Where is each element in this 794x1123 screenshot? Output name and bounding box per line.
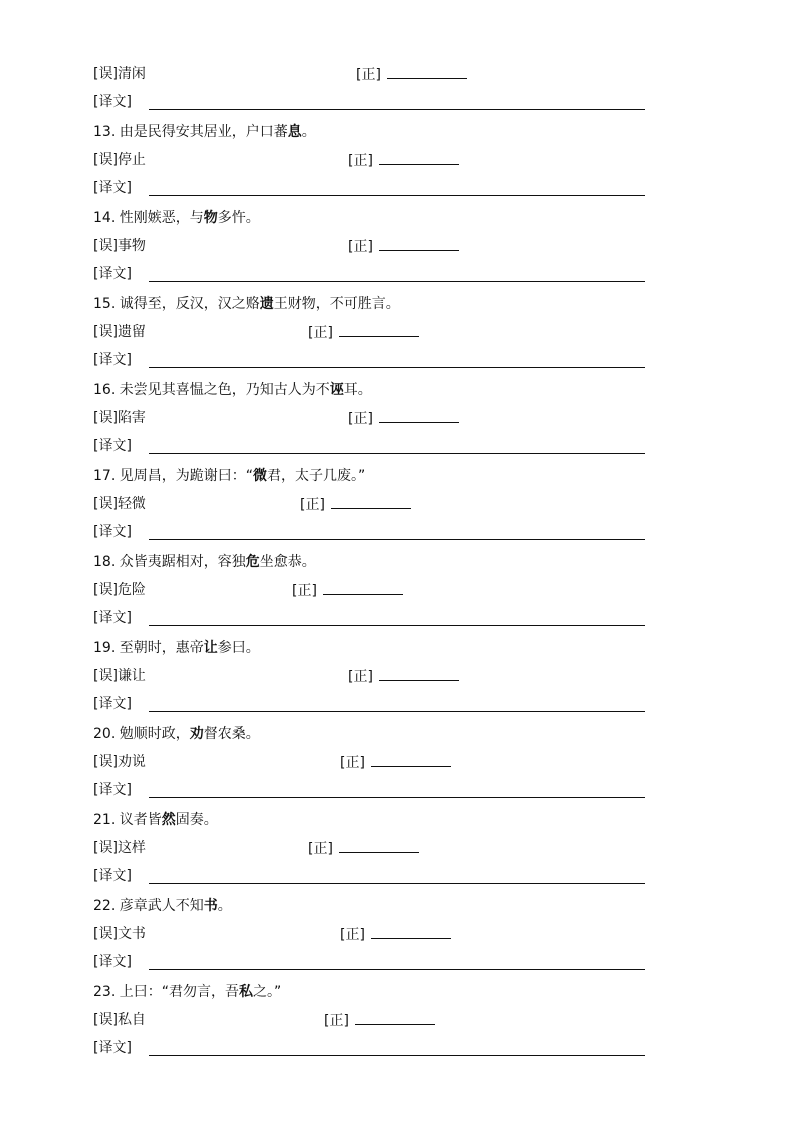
wrong-meaning-row — [93, 494, 146, 514]
correct-label: [正] — [292, 583, 317, 599]
question-number: 22. — [93, 898, 116, 914]
key-character: 书 — [203, 898, 218, 914]
sentence-text: 彦章武人不知 — [119, 898, 204, 914]
correct-label: [正] — [308, 325, 333, 341]
wrong-label: [误] — [93, 496, 118, 512]
sentence-text: 诚得至，反汉，汉之赂 — [119, 296, 260, 312]
translation-line[interactable] — [149, 883, 645, 884]
wrong-meaning-row — [93, 64, 146, 84]
correct-answer-row — [348, 666, 459, 686]
translation-line[interactable] — [149, 109, 645, 110]
sentence-text: 君，太子几废。” — [266, 468, 366, 484]
sentence-text: 见周昌，为跪谢曰：“ — [119, 468, 253, 484]
key-character: 遗 — [259, 296, 274, 312]
wrong-meaning-row — [93, 838, 146, 858]
correct-label: [正] — [340, 927, 365, 943]
wrong-meaning-row — [93, 752, 146, 772]
sentence-text: 多忤。 — [217, 210, 260, 226]
correct-answer-blank[interactable] — [379, 408, 459, 423]
question-sentence — [93, 208, 260, 228]
question-sentence — [93, 466, 365, 486]
question-number: 13. — [93, 124, 116, 140]
translation-line[interactable] — [149, 1055, 645, 1056]
wrong-label: [误] — [93, 238, 118, 254]
sentence-text: 上曰：“君勿言，吾 — [119, 984, 239, 1000]
correct-answer-row — [356, 64, 467, 84]
sentence-text: 。 — [217, 898, 232, 914]
translation-label: [译文] — [93, 266, 132, 282]
question-sentence — [93, 552, 316, 572]
translation-label: [译文] — [93, 94, 132, 110]
correct-label: [正] — [340, 755, 365, 771]
question-sentence — [93, 122, 316, 142]
wrong-meaning: 这样 — [117, 840, 146, 856]
wrong-meaning-row — [93, 666, 146, 686]
key-character: 私 — [238, 984, 253, 1000]
correct-answer-row — [348, 408, 459, 428]
wrong-meaning: 遗留 — [117, 324, 146, 340]
wrong-label: [误] — [93, 410, 118, 426]
wrong-meaning-row — [93, 236, 146, 256]
key-character: 劝 — [189, 726, 204, 742]
correct-label: [正] — [308, 841, 333, 857]
sentence-text: 王财物，不可胜言。 — [273, 296, 400, 312]
translation-line[interactable] — [149, 195, 645, 196]
correct-answer-blank[interactable] — [339, 838, 419, 853]
wrong-meaning: 危险 — [117, 582, 146, 598]
correct-answer-blank[interactable] — [371, 752, 451, 767]
correct-label: [正] — [348, 669, 373, 685]
wrong-label: [误] — [93, 324, 118, 340]
correct-answer-row — [348, 236, 459, 256]
translation-label: [译文] — [93, 696, 132, 712]
correct-label: [正] — [300, 497, 325, 513]
translation-line[interactable] — [149, 625, 645, 626]
correct-label: [正] — [324, 1013, 349, 1029]
key-character: 然 — [161, 812, 176, 828]
question-number: 21. — [93, 812, 116, 828]
wrong-label: [误] — [93, 668, 118, 684]
translation-label: [译文] — [93, 610, 132, 626]
correct-answer-blank[interactable] — [323, 580, 403, 595]
sentence-text: 固奏。 — [175, 812, 218, 828]
wrong-meaning-row — [93, 580, 146, 600]
wrong-meaning-row — [93, 322, 146, 342]
translation-label: [译文] — [93, 180, 132, 196]
correct-answer-row — [292, 580, 403, 600]
sentence-text: 至朝时，惠帝 — [119, 640, 204, 656]
correct-label: [正] — [348, 239, 373, 255]
wrong-label: [误] — [93, 926, 118, 942]
question-number: 19. — [93, 640, 116, 656]
wrong-meaning: 清闲 — [117, 66, 146, 82]
wrong-meaning-row — [93, 924, 146, 944]
wrong-meaning: 劝说 — [117, 754, 146, 770]
correct-answer-row — [340, 752, 451, 772]
correct-answer-blank[interactable] — [331, 494, 411, 509]
question-sentence — [93, 982, 281, 1002]
translation-label: [译文] — [93, 524, 132, 540]
translation-label: [译文] — [93, 782, 132, 798]
sentence-text: 议者皆 — [119, 812, 162, 828]
wrong-label: [误] — [93, 840, 118, 856]
wrong-meaning-row — [93, 1010, 146, 1030]
sentence-text: 众皆夷踞相对，容独 — [119, 554, 246, 570]
correct-answer-blank[interactable] — [379, 236, 459, 251]
correct-answer-row — [308, 322, 419, 342]
translation-label: [译文] — [93, 352, 132, 368]
sentence-text: 之。” — [252, 984, 282, 1000]
correct-answer-row — [308, 838, 419, 858]
question-sentence — [93, 896, 232, 916]
wrong-label: [误] — [93, 754, 118, 770]
translation-line[interactable] — [149, 539, 645, 540]
correct-answer-blank[interactable] — [371, 924, 451, 939]
wrong-label: [误] — [93, 66, 118, 82]
key-character: 微 — [252, 468, 267, 484]
sentence-text: 性刚嫉恶，与 — [119, 210, 204, 226]
sentence-text: 督农桑。 — [203, 726, 260, 742]
correct-label: [正] — [348, 153, 373, 169]
translation-line[interactable] — [149, 367, 645, 368]
question-number: 17. — [93, 468, 116, 484]
sentence-text: 坐愈恭。 — [259, 554, 316, 570]
correct-answer-blank[interactable] — [379, 150, 459, 165]
sentence-text: 未尝见其喜愠之色，乃知古人为不 — [119, 382, 330, 398]
wrong-meaning: 事物 — [117, 238, 146, 254]
question-number: 23. — [93, 984, 116, 1000]
correct-answer-blank[interactable] — [379, 666, 459, 681]
translation-line[interactable] — [149, 969, 645, 970]
correct-answer-blank[interactable] — [387, 64, 467, 79]
question-number: 14. — [93, 210, 116, 226]
key-character: 物 — [203, 210, 218, 226]
wrong-meaning: 陷害 — [117, 410, 146, 426]
wrong-label: [误] — [93, 1012, 118, 1028]
sentence-text: 勉顺时政， — [119, 726, 190, 742]
wrong-meaning: 私自 — [117, 1012, 146, 1028]
key-character: 诬 — [329, 382, 344, 398]
wrong-meaning: 轻微 — [117, 496, 146, 512]
wrong-meaning-row — [93, 408, 146, 428]
question-number: 15. — [93, 296, 116, 312]
question-sentence — [93, 294, 400, 314]
question-sentence — [93, 724, 260, 744]
translation-line[interactable] — [149, 453, 645, 454]
correct-answer-row — [340, 924, 451, 944]
question-sentence — [93, 810, 218, 830]
sentence-text: 由是民得安其居业，户口蕃 — [119, 124, 288, 140]
correct-label: [正] — [356, 67, 381, 83]
key-character: 危 — [245, 554, 260, 570]
question-number: 16. — [93, 382, 116, 398]
sentence-text: 。 — [301, 124, 316, 140]
correct-answer-row — [300, 494, 411, 514]
correct-answer-blank[interactable] — [339, 322, 419, 337]
question-number: 20. — [93, 726, 116, 742]
translation-label: [译文] — [93, 1040, 132, 1056]
wrong-meaning: 文书 — [117, 926, 146, 942]
translation-label: [译文] — [93, 954, 132, 970]
question-sentence — [93, 380, 372, 400]
translation-label: [译文] — [93, 868, 132, 884]
translation-line[interactable] — [149, 797, 645, 798]
correct-answer-row — [324, 1010, 435, 1030]
key-character: 让 — [203, 640, 218, 656]
correct-answer-blank[interactable] — [355, 1010, 435, 1025]
question-number: 18. — [93, 554, 116, 570]
correct-answer-row — [348, 150, 459, 170]
wrong-meaning: 谦让 — [117, 668, 146, 684]
sentence-text: 参曰。 — [217, 640, 260, 656]
wrong-meaning-row — [93, 150, 146, 170]
question-sentence — [93, 638, 260, 658]
sentence-text: 耳。 — [343, 382, 372, 398]
key-character: 息 — [287, 124, 302, 140]
wrong-label: [误] — [93, 582, 118, 598]
translation-label: [译文] — [93, 438, 132, 454]
wrong-meaning: 停止 — [117, 152, 146, 168]
correct-label: [正] — [348, 411, 373, 427]
translation-line[interactable] — [149, 711, 645, 712]
wrong-label: [误] — [93, 152, 118, 168]
translation-line[interactable] — [149, 281, 645, 282]
